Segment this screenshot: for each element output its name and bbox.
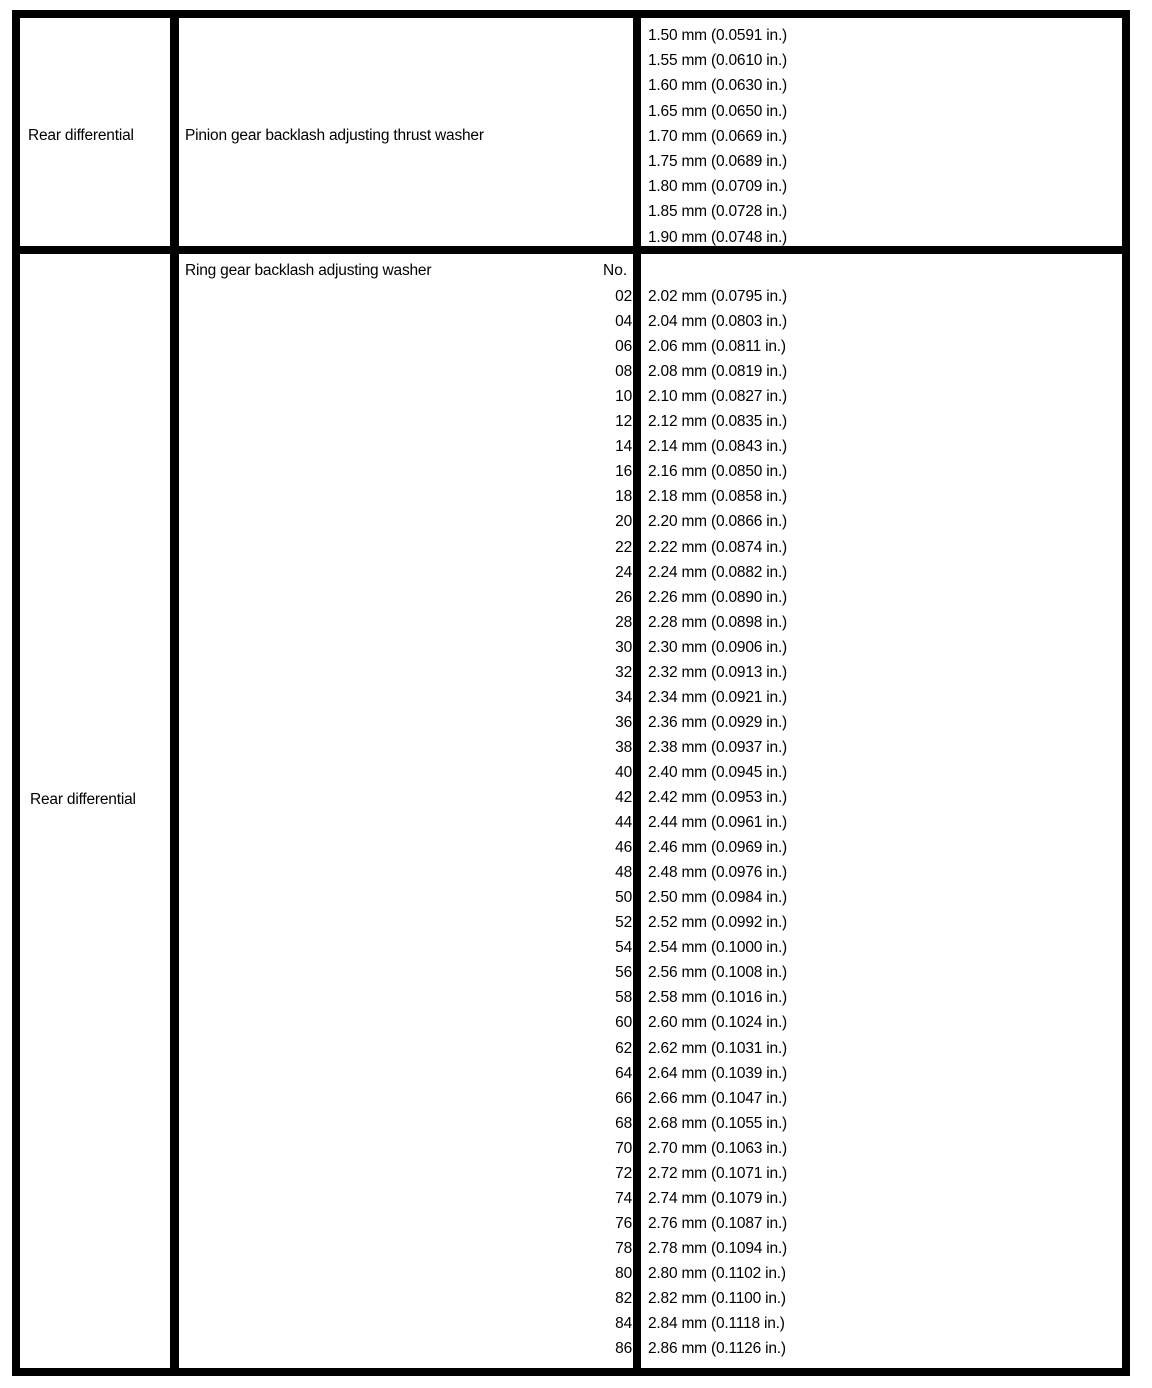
pinion-washer-size: 1.65 mm (0.0650 in.) bbox=[648, 102, 788, 120]
ring-washer-size: 2.18 mm (0.0858 in.) bbox=[648, 488, 788, 506]
ring-washer-size: 2.76 mm (0.1087 in.) bbox=[648, 1214, 788, 1232]
number-column-header: No. bbox=[603, 262, 628, 279]
ring-washer-size: 2.12 mm (0.0835 in.) bbox=[648, 413, 788, 431]
pinion-washer-size: 1.85 mm (0.0728 in.) bbox=[648, 203, 788, 221]
ring-washer-size: 2.10 mm (0.0827 in.) bbox=[648, 388, 788, 406]
ring-washer-size: 2.42 mm (0.0953 in.) bbox=[648, 789, 788, 806]
section-divider bbox=[12, 246, 1130, 254]
ring-washer-number: 58 bbox=[615, 989, 632, 1007]
ring-washer-size: 2.38 mm (0.0937 in.) bbox=[648, 738, 788, 756]
ring-washer-size: 2.66 mm (0.1047 in.) bbox=[648, 1089, 788, 1107]
pinion-washer-size: 1.75 mm (0.0689 in.) bbox=[648, 153, 788, 170]
ring-washer-number: 82 bbox=[615, 1290, 632, 1307]
ring-washer-number: 30 bbox=[615, 638, 632, 656]
ring-washer-number: 86 bbox=[615, 1340, 632, 1358]
ring-washer-number: 32 bbox=[615, 663, 632, 681]
ring-washer-size: 2.30 mm (0.0906 in.) bbox=[648, 638, 788, 656]
ring-washer-number: 56 bbox=[615, 964, 632, 982]
ring-washer-size: 2.54 mm (0.1000 in.) bbox=[648, 939, 788, 957]
ring-washer-size: 2.06 mm (0.0811 in.) bbox=[648, 338, 786, 356]
ring-washer-number: 76 bbox=[615, 1214, 632, 1232]
ring-washer-number: 12 bbox=[615, 413, 632, 431]
ring-washer-size: 2.80 mm (0.1102 in.) bbox=[648, 1264, 786, 1282]
pinion-washer-size: 1.55 mm (0.0610 in.) bbox=[648, 52, 788, 70]
ring-washer-number: 38 bbox=[615, 738, 632, 756]
ring-washer-number: 54 bbox=[615, 939, 632, 957]
spec-table bbox=[12, 10, 1130, 1376]
ring-washer-number: 08 bbox=[615, 363, 632, 381]
ring-washer-size: 2.14 mm (0.0843 in.) bbox=[648, 438, 788, 456]
ring-washer-size: 2.50 mm (0.0984 in.) bbox=[648, 889, 788, 907]
ring-washer-number: 14 bbox=[615, 438, 632, 456]
ring-washer-number: 24 bbox=[615, 563, 632, 581]
ring-washer-size: 2.36 mm (0.0929 in.) bbox=[648, 713, 788, 731]
ring-washer-number: 34 bbox=[615, 688, 632, 706]
ring-washer-number: 48 bbox=[615, 864, 632, 882]
column-divider-1 bbox=[170, 10, 179, 1376]
section1-part: Pinion gear backlash adjusting thrust washer bbox=[185, 127, 484, 144]
ring-washer-number: 64 bbox=[615, 1064, 632, 1082]
ring-washer-size: 2.52 mm (0.0992 in.) bbox=[648, 914, 788, 932]
ring-washer-number: 20 bbox=[615, 513, 632, 531]
ring-washer-size: 2.26 mm (0.0890 in.) bbox=[648, 588, 788, 606]
ring-washer-size: 2.60 mm (0.1024 in.) bbox=[648, 1014, 788, 1032]
ring-washer-number: 04 bbox=[615, 313, 632, 331]
ring-washer-number: 10 bbox=[615, 388, 632, 406]
ring-washer-size: 2.48 mm (0.0976 in.) bbox=[648, 864, 788, 882]
ring-washer-size: 2.74 mm (0.1079 in.) bbox=[648, 1189, 788, 1207]
ring-washer-size: 2.68 mm (0.1055 in.) bbox=[648, 1114, 788, 1132]
ring-washer-number: 16 bbox=[615, 463, 632, 481]
ring-washer-size: 2.64 mm (0.1039 in.) bbox=[648, 1064, 788, 1082]
ring-washer-size: 2.58 mm (0.1016 in.) bbox=[648, 989, 788, 1007]
ring-washer-number: 42 bbox=[615, 789, 632, 806]
ring-washer-number: 02 bbox=[615, 288, 632, 305]
ring-washer-size: 2.22 mm (0.0874 in.) bbox=[648, 538, 788, 556]
pinion-washer-size: 1.90 mm (0.0748 in.) bbox=[648, 228, 788, 246]
ring-washer-number: 40 bbox=[615, 763, 632, 781]
ring-washer-number: 36 bbox=[615, 713, 632, 731]
ring-washer-number: 68 bbox=[615, 1114, 632, 1132]
ring-washer-number: 78 bbox=[615, 1239, 632, 1257]
ring-washer-number: 26 bbox=[615, 588, 632, 606]
ring-washer-number: 74 bbox=[615, 1189, 632, 1207]
ring-washer-size: 2.56 mm (0.1008 in.) bbox=[648, 964, 788, 982]
ring-washer-size: 2.70 mm (0.1063 in.) bbox=[648, 1139, 788, 1157]
section1-component: Rear differential bbox=[28, 127, 134, 144]
ring-washer-number: 60 bbox=[615, 1014, 632, 1032]
ring-washer-number: 72 bbox=[615, 1164, 632, 1182]
ring-washer-size: 2.46 mm (0.0969 in.) bbox=[648, 839, 788, 857]
pinion-washer-size: 1.70 mm (0.0669 in.) bbox=[648, 127, 788, 145]
ring-washer-number: 84 bbox=[615, 1315, 632, 1333]
section2-part: Ring gear backlash adjusting washer bbox=[185, 262, 432, 279]
ring-washer-number: 46 bbox=[615, 839, 632, 857]
ring-washer-size: 2.82 mm (0.1100 in.) bbox=[648, 1290, 786, 1307]
ring-washer-size: 2.24 mm (0.0882 in.) bbox=[648, 563, 788, 581]
ring-washer-number: 70 bbox=[615, 1139, 632, 1157]
column-divider-2 bbox=[633, 10, 641, 1376]
ring-washer-size: 2.40 mm (0.0945 in.) bbox=[648, 763, 788, 781]
ring-washer-size: 2.78 mm (0.1094 in.) bbox=[648, 1239, 788, 1257]
ring-washer-size: 2.04 mm (0.0803 in.) bbox=[648, 313, 788, 331]
ring-washer-size: 2.62 mm (0.1031 in.) bbox=[648, 1039, 788, 1057]
ring-washer-number: 44 bbox=[615, 814, 632, 832]
ring-washer-size: 2.86 mm (0.1126 in.) bbox=[648, 1340, 786, 1358]
ring-washer-size: 2.28 mm (0.0898 in.) bbox=[648, 613, 788, 631]
ring-washer-number: 18 bbox=[615, 488, 632, 506]
ring-washer-number: 52 bbox=[615, 914, 632, 932]
ring-washer-size: 2.72 mm (0.1071 in.) bbox=[648, 1164, 788, 1182]
pinion-washer-size: 1.80 mm (0.0709 in.) bbox=[648, 178, 788, 196]
ring-washer-number: 62 bbox=[615, 1039, 632, 1057]
ring-washer-size: 2.34 mm (0.0921 in.) bbox=[648, 688, 788, 706]
ring-washer-size: 2.08 mm (0.0819 in.) bbox=[648, 363, 788, 381]
ring-washer-number: 22 bbox=[615, 538, 632, 556]
ring-washer-number: 80 bbox=[615, 1264, 632, 1282]
ring-washer-size: 2.84 mm (0.1118 in.) bbox=[648, 1315, 785, 1333]
ring-washer-number: 06 bbox=[615, 338, 632, 356]
ring-washer-size: 2.32 mm (0.0913 in.) bbox=[648, 663, 788, 681]
ring-washer-number: 50 bbox=[615, 889, 632, 907]
ring-washer-size: 2.02 mm (0.0795 in.) bbox=[648, 288, 788, 305]
ring-washer-size: 2.20 mm (0.0866 in.) bbox=[648, 513, 788, 531]
ring-washer-number: 66 bbox=[615, 1089, 632, 1107]
ring-washer-size: 2.16 mm (0.0850 in.) bbox=[648, 463, 788, 481]
pinion-washer-size: 1.50 mm (0.0591 in.) bbox=[648, 27, 788, 44]
ring-washer-size: 2.44 mm (0.0961 in.) bbox=[648, 814, 788, 832]
ring-washer-number: 28 bbox=[615, 613, 632, 631]
section2-component: Rear differential bbox=[30, 791, 136, 808]
pinion-washer-size: 1.60 mm (0.0630 in.) bbox=[648, 77, 788, 95]
